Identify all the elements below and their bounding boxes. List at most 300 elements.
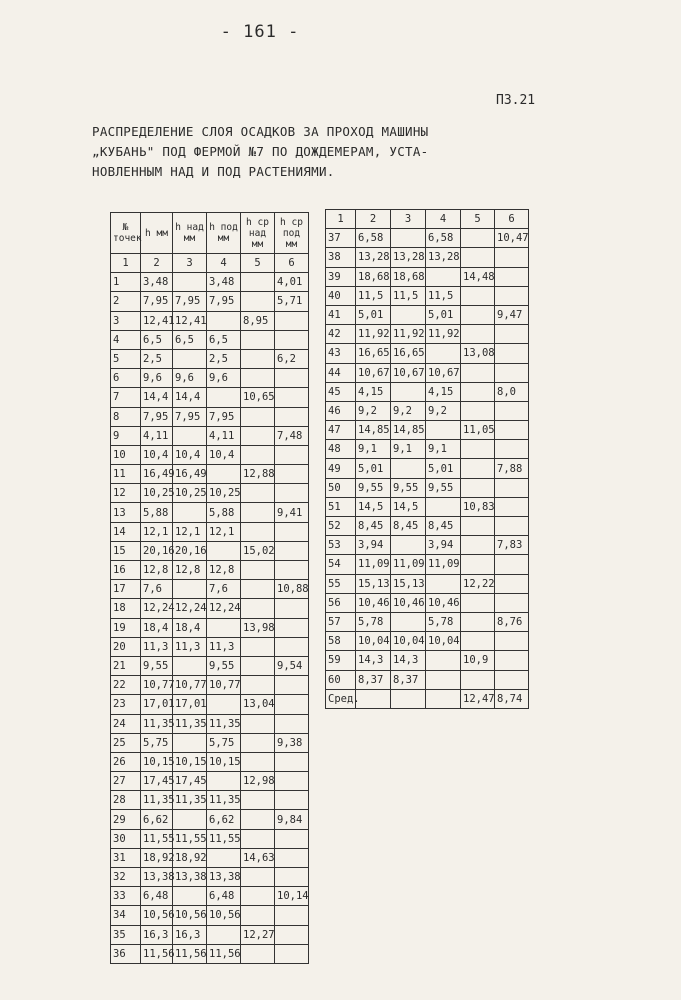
- table-cell: 42: [326, 325, 356, 344]
- table-cell: 10,15: [173, 752, 207, 771]
- table-cell: 15: [111, 541, 141, 560]
- table-row: [326, 305, 529, 324]
- table-cell: 11,5: [426, 286, 461, 305]
- table-row: [111, 829, 309, 848]
- table-cell: [241, 426, 275, 445]
- table-cell: 14,48: [461, 267, 495, 286]
- table-cell: 9,6: [141, 369, 173, 388]
- table-cell: 4: [111, 330, 141, 349]
- table-cell: 11,92: [356, 325, 391, 344]
- table-row: [111, 292, 309, 311]
- table-cell: 33: [111, 887, 141, 906]
- table-cell: [461, 401, 495, 420]
- table-cell: 8,45: [391, 517, 426, 536]
- table-row: [326, 593, 529, 612]
- table-cell: 10,46: [426, 593, 461, 612]
- table-cell: 14,3: [356, 651, 391, 670]
- table-cell: 4: [426, 210, 461, 229]
- table-cell: 2,5: [141, 349, 173, 368]
- table-header-row: [111, 213, 309, 254]
- table-row: [111, 868, 309, 887]
- table-cell: [275, 618, 309, 637]
- table-cell: 20,16: [173, 541, 207, 560]
- table-cell: 12,98: [241, 772, 275, 791]
- table-cell: 13,38: [173, 868, 207, 887]
- table-cell: 12,41: [141, 311, 173, 330]
- table-cell: 10,47: [495, 229, 529, 248]
- table-cell: 12,1: [141, 522, 173, 541]
- table-cell: 54: [326, 555, 356, 574]
- table-cell: 14,85: [391, 421, 426, 440]
- table-cell: [241, 561, 275, 580]
- table-cell: 4,11: [141, 426, 173, 445]
- table-cell: 17,45: [173, 772, 207, 791]
- table-cell: 12,24: [173, 599, 207, 618]
- table-cell: [391, 229, 426, 248]
- table-cell: [275, 541, 309, 560]
- table-cell: [241, 714, 275, 733]
- table-cell: [391, 689, 426, 708]
- table-cell: 5: [111, 349, 141, 368]
- table-cell: 7,95: [173, 407, 207, 426]
- table-cell: [461, 286, 495, 305]
- table-cell: 15,13: [391, 574, 426, 593]
- table-cell: 10,25: [173, 484, 207, 503]
- table-row: [111, 618, 309, 637]
- table-cell: [275, 637, 309, 656]
- table-cell: [461, 670, 495, 689]
- table-cell: [461, 459, 495, 478]
- table-cell: 7,48: [275, 426, 309, 445]
- table-cell: 9,1: [426, 440, 461, 459]
- table-cell: 14,3: [391, 651, 426, 670]
- table-cell: 1: [111, 254, 141, 273]
- table-cell: [461, 440, 495, 459]
- table-cell: 11,55: [173, 829, 207, 848]
- table-cell: 9,2: [356, 401, 391, 420]
- table-cell: 11,56: [173, 944, 207, 963]
- table-cell: [426, 574, 461, 593]
- table-row: [111, 906, 309, 925]
- table-cell: [275, 868, 309, 887]
- table-row: [111, 752, 309, 771]
- table-cell: 15,02: [241, 541, 275, 560]
- table-cell: h ср над мм: [241, 213, 275, 254]
- table-cell: 11,55: [141, 829, 173, 848]
- table-cell: 9,2: [391, 401, 426, 420]
- table-cell: 7,83: [495, 536, 529, 555]
- table-row: [326, 670, 529, 689]
- table-cell: [173, 810, 207, 829]
- table-cell: 13,08: [461, 344, 495, 363]
- table-row: [326, 612, 529, 631]
- table-cell: 22: [111, 676, 141, 695]
- table-row: [326, 689, 529, 708]
- table-cell: 10,15: [207, 752, 241, 771]
- table-cell: 35: [111, 925, 141, 944]
- table-cell: 13,28: [426, 248, 461, 267]
- table-cell: 11,35: [141, 791, 173, 810]
- table-cell: 9,55: [426, 478, 461, 497]
- table-cell: 12,1: [207, 522, 241, 541]
- table-cell: 5,78: [426, 612, 461, 631]
- table-cell: 19: [111, 618, 141, 637]
- table-cell: [461, 325, 495, 344]
- table-cell: 12,47: [461, 689, 495, 708]
- table-cell: 13,98: [241, 618, 275, 637]
- table-cell: 11,3: [141, 637, 173, 656]
- table-cell: [173, 887, 207, 906]
- table-cell: 14,5: [391, 497, 426, 516]
- table-cell: [275, 925, 309, 944]
- table-cell: 9,55: [391, 478, 426, 497]
- table-cell: 15,13: [356, 574, 391, 593]
- table-cell: [241, 906, 275, 925]
- table-cell: 7: [111, 388, 141, 407]
- table-cell: 9,1: [391, 440, 426, 459]
- table-cell: 1: [326, 210, 356, 229]
- table-cell: 12,41: [173, 311, 207, 330]
- table-cell: h мм: [141, 213, 173, 254]
- table-cell: [275, 714, 309, 733]
- table-cell: [275, 522, 309, 541]
- table-cell: 3,94: [426, 536, 461, 555]
- table-cell: [241, 637, 275, 656]
- table-cell: [495, 555, 529, 574]
- table-cell: [275, 944, 309, 963]
- table-cell: 5,88: [141, 503, 173, 522]
- table-cell: 5: [241, 254, 275, 273]
- table-cell: 10,83: [461, 497, 495, 516]
- table-cell: [241, 868, 275, 887]
- table-cell: [356, 689, 391, 708]
- table-cell: 11,3: [207, 637, 241, 656]
- table-cell: 3: [111, 311, 141, 330]
- table-reference: П3.21: [496, 93, 536, 108]
- table-cell: 11: [111, 465, 141, 484]
- table-cell: [241, 484, 275, 503]
- table-cell: 7,95: [173, 292, 207, 311]
- table-cell: 4,01: [275, 273, 309, 292]
- table-cell: [461, 517, 495, 536]
- table-cell: 7,95: [207, 292, 241, 311]
- table-cell: 20,16: [141, 541, 173, 560]
- table-cell: 16,49: [141, 465, 173, 484]
- table-cell: 10,15: [141, 752, 173, 771]
- table-cell: [241, 656, 275, 675]
- table-cell: [173, 733, 207, 752]
- table-cell: 18: [111, 599, 141, 618]
- table-cell: [275, 388, 309, 407]
- table-cell: [495, 574, 529, 593]
- table-row: [111, 522, 309, 541]
- table-cell: 39: [326, 267, 356, 286]
- table-cell: 5,01: [426, 459, 461, 478]
- table-cell: [426, 670, 461, 689]
- table-cell: 7,6: [207, 580, 241, 599]
- table-cell: 6,62: [207, 810, 241, 829]
- table-cell: [495, 478, 529, 497]
- table-row: [326, 517, 529, 536]
- table-cell: [426, 497, 461, 516]
- table-cell: [495, 651, 529, 670]
- table-cell: 12,8: [141, 561, 173, 580]
- table-cell: 2,5: [207, 349, 241, 368]
- table-cell: 11,3: [173, 637, 207, 656]
- table-cell: 58: [326, 632, 356, 651]
- table-cell: 2: [111, 292, 141, 311]
- table-cell: [241, 273, 275, 292]
- table-cell: [461, 612, 495, 631]
- table-cell: 6,58: [426, 229, 461, 248]
- table-cell: [495, 632, 529, 651]
- precipitation-table-right: [325, 209, 529, 709]
- table-cell: [275, 695, 309, 714]
- table-row: [111, 369, 309, 388]
- table-cell: 10: [111, 445, 141, 464]
- table-cell: [461, 363, 495, 382]
- table-row: [111, 311, 309, 330]
- table-cell: [461, 478, 495, 497]
- table-cell: [241, 733, 275, 752]
- table-cell: Сред.: [326, 689, 356, 708]
- table-row: [111, 388, 309, 407]
- table-cell: 11,35: [207, 791, 241, 810]
- table-row: [111, 848, 309, 867]
- table-cell: 3: [391, 210, 426, 229]
- table-cell: [461, 593, 495, 612]
- table-cell: [275, 407, 309, 426]
- table-cell: 17,01: [141, 695, 173, 714]
- table-cell: [275, 829, 309, 848]
- table-row: [326, 401, 529, 420]
- table-cell: 5,01: [356, 459, 391, 478]
- table-cell: [241, 522, 275, 541]
- table-cell: [241, 349, 275, 368]
- table-cell: [461, 536, 495, 555]
- table-cell: 16,65: [356, 344, 391, 363]
- table-cell: 6: [275, 254, 309, 273]
- table-cell: 21: [111, 656, 141, 675]
- table-cell: 11,05: [461, 421, 495, 440]
- table-row: [326, 382, 529, 401]
- table-cell: 10,9: [461, 651, 495, 670]
- table-cell: [173, 273, 207, 292]
- table-cell: [426, 651, 461, 670]
- table-cell: 18,92: [173, 848, 207, 867]
- table-cell: [391, 305, 426, 324]
- table-cell: 10,4: [207, 445, 241, 464]
- table-cell: [275, 445, 309, 464]
- table-row: [326, 344, 529, 363]
- table-row: [111, 810, 309, 829]
- table-cell: 14,5: [356, 497, 391, 516]
- table-cell: 12,8: [207, 561, 241, 580]
- table-row: [111, 599, 309, 618]
- table-cell: 8,0: [495, 382, 529, 401]
- table-cell: [391, 612, 426, 631]
- table-cell: [495, 497, 529, 516]
- table-cell: 10,67: [356, 363, 391, 382]
- table-cell: 6: [111, 369, 141, 388]
- table-cell: [275, 369, 309, 388]
- table-row: [111, 656, 309, 675]
- table-cell: 11,5: [356, 286, 391, 305]
- table-cell: [275, 906, 309, 925]
- table-row: [111, 349, 309, 368]
- table-cell: 13,04: [241, 695, 275, 714]
- table-row: [326, 363, 529, 382]
- table-cell: 10,56: [207, 906, 241, 925]
- table-cell: [241, 676, 275, 695]
- table-row: [111, 733, 309, 752]
- table-row: [111, 426, 309, 445]
- table-cell: 6: [495, 210, 529, 229]
- table-cell: 10,04: [356, 632, 391, 651]
- table-cell: [495, 401, 529, 420]
- table-cell: [426, 344, 461, 363]
- table-cell: 16,65: [391, 344, 426, 363]
- table-cell: [207, 618, 241, 637]
- table-cell: [275, 561, 309, 580]
- table-cell: 5,88: [207, 503, 241, 522]
- table-cell: [495, 440, 529, 459]
- table-cell: 9,55: [141, 656, 173, 675]
- table-cell: 3,94: [356, 536, 391, 555]
- table-cell: 11,92: [391, 325, 426, 344]
- table-cell: 12,24: [207, 599, 241, 618]
- table-cell: 4,11: [207, 426, 241, 445]
- table-cell: [461, 632, 495, 651]
- table-cell: [275, 311, 309, 330]
- document-title: [92, 122, 537, 182]
- table-cell: [207, 695, 241, 714]
- table-cell: 11,09: [426, 555, 461, 574]
- table-cell: 8,95: [241, 311, 275, 330]
- table-cell: 11,35: [141, 714, 173, 733]
- table-cell: 6,58: [356, 229, 391, 248]
- table-cell: 59: [326, 651, 356, 670]
- table-cell: 9,84: [275, 810, 309, 829]
- table-cell: [207, 541, 241, 560]
- table-row: [326, 248, 529, 267]
- table-cell: 60: [326, 670, 356, 689]
- table-cell: 12,22: [461, 574, 495, 593]
- table-cell: [207, 388, 241, 407]
- table-row: [111, 503, 309, 522]
- table-row: [326, 478, 529, 497]
- table-cell: [495, 344, 529, 363]
- table-cell: 3,48: [207, 273, 241, 292]
- table-cell: 43: [326, 344, 356, 363]
- table-cell: 17,45: [141, 772, 173, 791]
- table-cell: [207, 465, 241, 484]
- table-cell: [275, 676, 309, 695]
- table-cell: [241, 407, 275, 426]
- table-cell: 4,15: [356, 382, 391, 401]
- table-cell: 10,25: [207, 484, 241, 503]
- table-cell: 16,3: [173, 925, 207, 944]
- table-cell: 9,55: [207, 656, 241, 675]
- table-cell: 26: [111, 752, 141, 771]
- table-cell: 17,01: [173, 695, 207, 714]
- table-cell: 53: [326, 536, 356, 555]
- table-cell: 51: [326, 497, 356, 516]
- table-cell: 10,67: [391, 363, 426, 382]
- table-cell: [275, 330, 309, 349]
- table-cell: 11,5: [391, 286, 426, 305]
- table-cell: [173, 503, 207, 522]
- table-cell: 10,56: [141, 906, 173, 925]
- table-cell: 7,6: [141, 580, 173, 599]
- table-cell: 6,48: [207, 887, 241, 906]
- table-cell: 5: [461, 210, 495, 229]
- table-cell: 5,71: [275, 292, 309, 311]
- table-cell: [461, 248, 495, 267]
- table-cell: 6,62: [141, 810, 173, 829]
- table-cell: 14,4: [173, 388, 207, 407]
- column-index-row: [111, 254, 309, 273]
- table-cell: [241, 599, 275, 618]
- table-cell: 10,46: [391, 593, 426, 612]
- table-cell: 5,75: [141, 733, 173, 752]
- table-cell: 12,27: [241, 925, 275, 944]
- table-cell: 16: [111, 561, 141, 580]
- table-cell: 9,6: [173, 369, 207, 388]
- table-row: [326, 459, 529, 478]
- table-cell: 10,77: [207, 676, 241, 695]
- table-cell: 10,04: [426, 632, 461, 651]
- table-cell: [275, 848, 309, 867]
- table-row: [111, 561, 309, 580]
- table-cell: 47: [326, 421, 356, 440]
- table-cell: 8,45: [426, 517, 461, 536]
- table-cell: 52: [326, 517, 356, 536]
- table-cell: 11,56: [207, 944, 241, 963]
- table-cell: 57: [326, 612, 356, 631]
- table-cell: 9,47: [495, 305, 529, 324]
- table-cell: 5,01: [426, 305, 461, 324]
- table-cell: 8,37: [391, 670, 426, 689]
- table-cell: 49: [326, 459, 356, 478]
- table-cell: [241, 503, 275, 522]
- table-cell: 9,1: [356, 440, 391, 459]
- table-cell: h под мм: [207, 213, 241, 254]
- table-cell: № точек: [111, 213, 141, 254]
- table-cell: [495, 325, 529, 344]
- table-cell: [241, 944, 275, 963]
- table-cell: [461, 382, 495, 401]
- table-row: [326, 267, 529, 286]
- table-cell: [495, 593, 529, 612]
- table-cell: [207, 848, 241, 867]
- table-cell: [391, 536, 426, 555]
- table-row: [111, 445, 309, 464]
- table-row: [111, 580, 309, 599]
- table-cell: 11,55: [207, 829, 241, 848]
- table-row: [326, 632, 529, 651]
- table-cell: 48: [326, 440, 356, 459]
- table-cell: 10,46: [356, 593, 391, 612]
- table-cell: 13,28: [391, 248, 426, 267]
- table-cell: 7,95: [207, 407, 241, 426]
- table-cell: 18,4: [141, 618, 173, 637]
- table-cell: [241, 887, 275, 906]
- table-cell: 32: [111, 868, 141, 887]
- precipitation-table-left: [110, 212, 309, 964]
- table-cell: 13,38: [141, 868, 173, 887]
- table-cell: 45: [326, 382, 356, 401]
